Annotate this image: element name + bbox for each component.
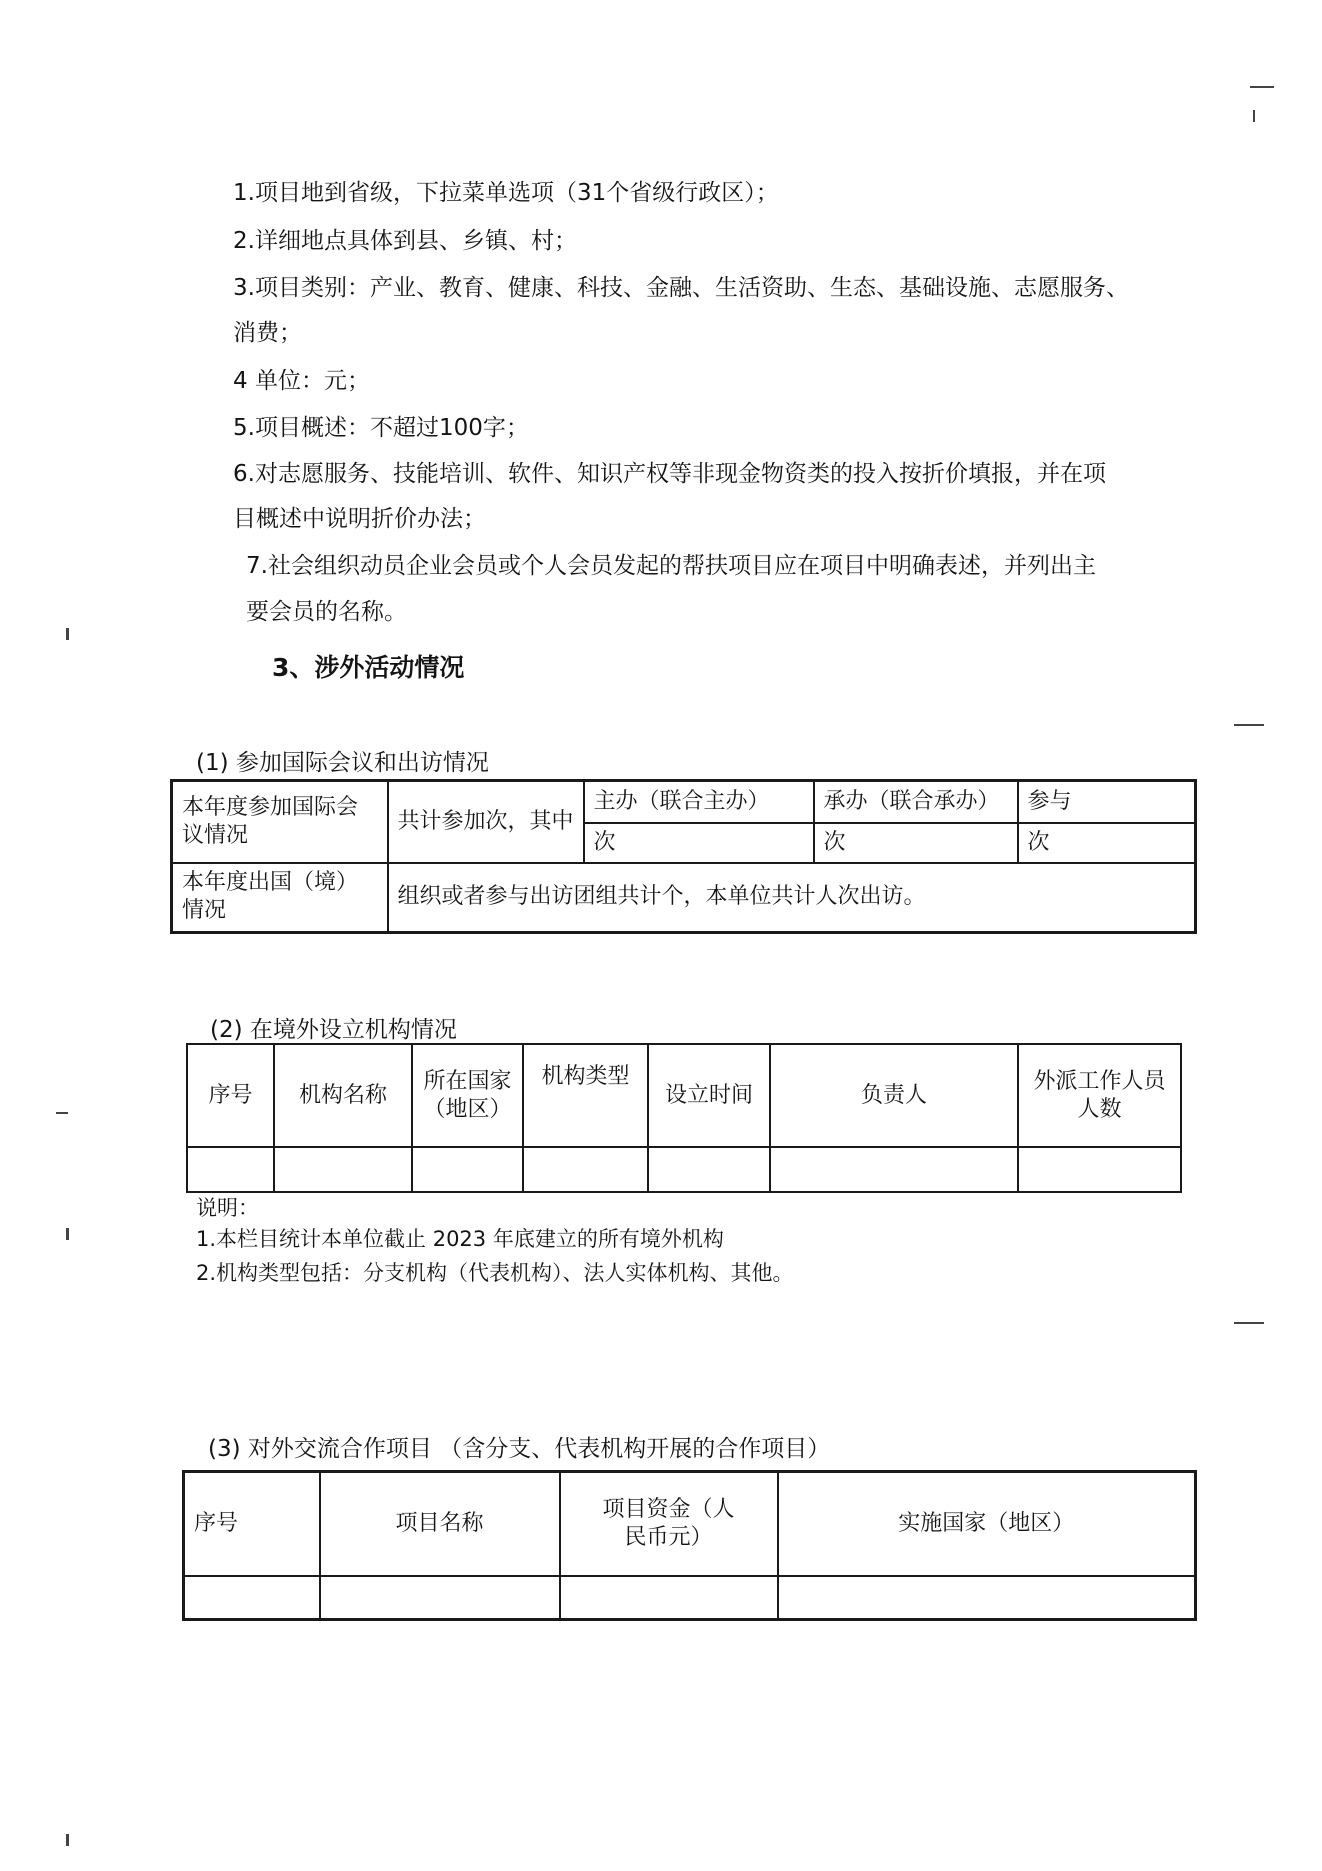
header-project-fund: 项目资金（人民币元） — [560, 1472, 778, 1576]
project-country-cell[interactable] — [778, 1576, 1196, 1620]
note-6-cont: 目概述中说明折价办法； — [233, 506, 486, 532]
setup-time-cell[interactable] — [648, 1147, 770, 1192]
part2-title: (2) 在境外设立机构情况 — [210, 1017, 457, 1043]
header-setup-time: 设立时间 — [648, 1044, 770, 1147]
header-institution-type: 机构类型 — [523, 1044, 648, 1147]
note-3-cont: 消费； — [233, 320, 302, 346]
note-1: 1.项目地到省级，下拉菜单选项（31个省级行政区）； — [233, 180, 779, 206]
project-fund-cell[interactable] — [560, 1576, 778, 1620]
part2-explain-title: 说明： — [196, 1196, 259, 1220]
cooperation-projects-table — [182, 1470, 1197, 1621]
staff-count-cell[interactable] — [1018, 1147, 1181, 1192]
organize-header: 承办（联合承办） — [814, 781, 1018, 823]
note-4: 4 单位：元； — [233, 368, 370, 394]
note-6: 6.对志愿服务、技能培训、软件、知识产权等非现金物资类的投入按折价填报，并在项 — [233, 461, 1106, 487]
note-2: 2.详细地点具体到县、乡镇、村； — [233, 228, 577, 254]
header-project-serial: 序号 — [184, 1472, 320, 1576]
serial-cell[interactable] — [187, 1147, 274, 1192]
header-project-name: 项目名称 — [320, 1472, 560, 1576]
scan-mark — [1234, 1322, 1264, 1324]
country-cell[interactable] — [412, 1147, 523, 1192]
host-count-cell[interactable]: 次 — [584, 823, 814, 863]
international-meetings-table — [170, 779, 1197, 934]
note-5: 5.项目概述：不超过100字； — [233, 415, 529, 441]
header-serial: 序号 — [187, 1044, 274, 1147]
section-title: 3、涉外活动情况 — [272, 653, 465, 682]
scan-mark — [1234, 724, 1264, 726]
scan-mark — [1253, 110, 1255, 122]
scan-mark — [66, 628, 69, 640]
header-institution-name: 机构名称 — [274, 1044, 412, 1147]
responsible-cell[interactable] — [770, 1147, 1018, 1192]
institution-name-cell[interactable] — [274, 1147, 412, 1192]
institution-type-cell[interactable] — [523, 1147, 648, 1192]
header-responsible: 负责人 — [770, 1044, 1018, 1147]
meetings-row-label: 本年度参加国际会议情况 — [172, 781, 388, 863]
header-country: 所在国家（地区） — [412, 1044, 523, 1147]
visits-cell[interactable]: 组织或者参与出访团组共计个，本单位共计人次出访。 — [388, 863, 1196, 933]
note-3: 3.项目类别：产业、教育、健康、科技、金融、生活资助、生态、基础设施、志愿服务、 — [233, 275, 1129, 301]
part1-title: (1) 参加国际会议和出访情况 — [196, 750, 489, 776]
host-header: 主办（联合主办） — [584, 781, 814, 823]
scan-mark — [66, 1228, 69, 1240]
scan-mark — [56, 1112, 68, 1114]
overseas-institutions-table — [186, 1043, 1182, 1193]
header-staff-count: 外派工作人员人数 — [1018, 1044, 1181, 1147]
header-project-country: 实施国家（地区） — [778, 1472, 1196, 1576]
project-serial-cell[interactable] — [184, 1576, 320, 1620]
part2-explain-2: 2.机构类型包括：分支机构（代表机构）、法人实体机构、其他。 — [196, 1261, 794, 1285]
participate-count-cell[interactable]: 次 — [1018, 823, 1196, 863]
part2-explain-1: 1.本栏目统计本单位截止 2023 年底建立的所有境外机构 — [196, 1227, 724, 1251]
scan-mark — [1250, 86, 1274, 88]
note-7: 7.社会组织动员企业会员或个人会员发起的帮扶项目应在项目中明确表述，并列出主 — [246, 553, 1096, 579]
project-name-cell[interactable] — [320, 1576, 560, 1620]
participate-header: 参与 — [1018, 781, 1196, 823]
part3-title: (3) 对外交流合作项目 （含分支、代表机构开展的合作项目） — [208, 1436, 831, 1462]
organize-count-cell[interactable]: 次 — [814, 823, 1018, 863]
meetings-total-cell[interactable]: 共计参加次，其中 — [388, 781, 584, 863]
visits-row-label: 本年度出国（境）情况 — [172, 863, 388, 933]
note-7-cont: 要会员的名称。 — [246, 599, 407, 625]
scan-mark — [66, 1834, 69, 1846]
